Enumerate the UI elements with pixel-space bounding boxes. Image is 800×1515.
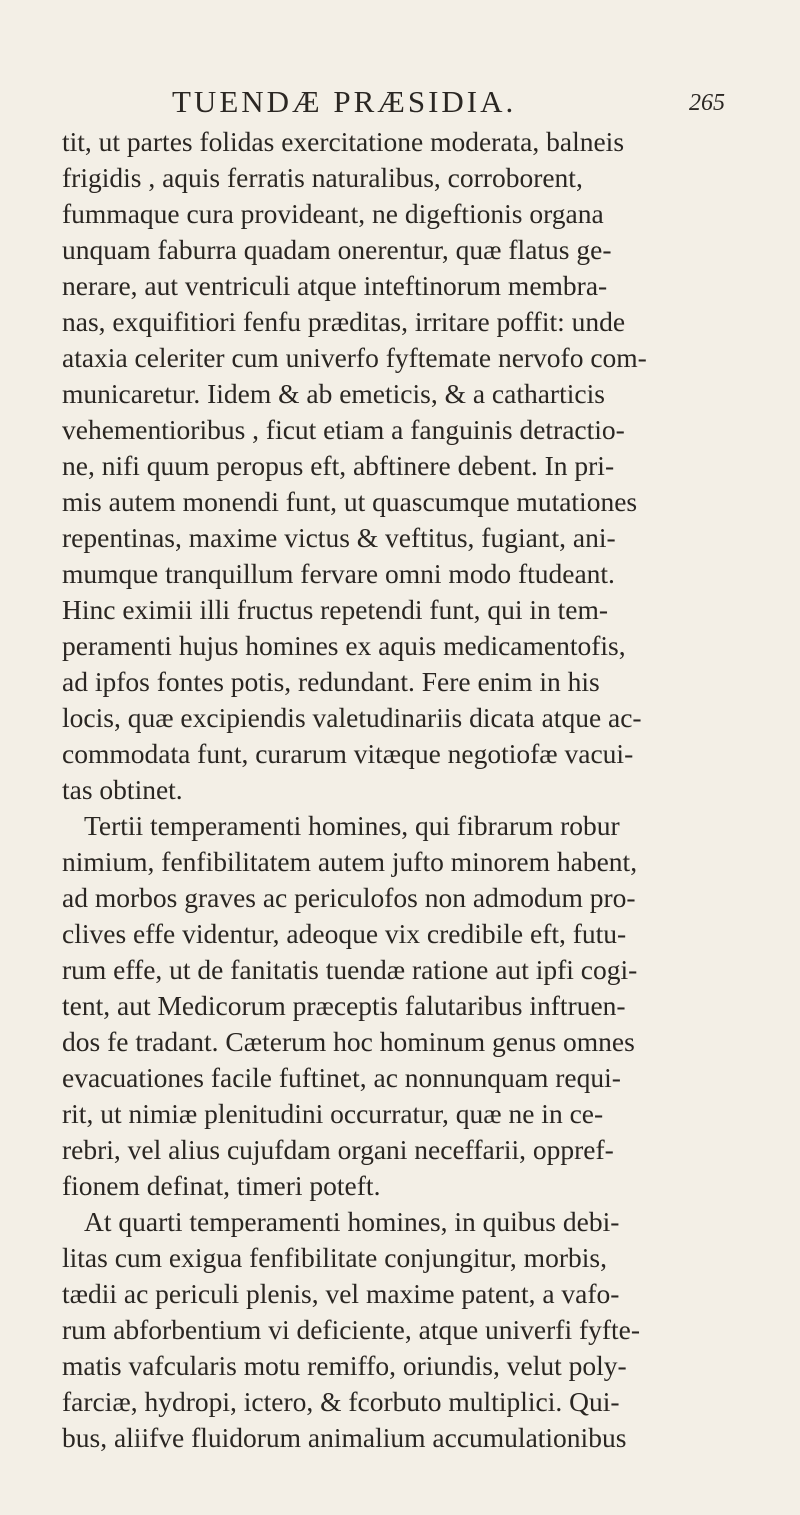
text-line: fummaque cura provideant, ne digeftionis organa xyxy=(62,198,604,229)
text-line: frigidis , aquis ferratis naturalibus, corroborent, xyxy=(62,162,583,193)
text-line: tit, ut partes folidas exercitatione moderata, balneis xyxy=(62,126,625,157)
text-line: dos fe tradant. Cæterum hoc hominum genus omnes xyxy=(62,1026,635,1057)
text-line: commodata funt, curarum vitæque negotiofæ vacui- xyxy=(62,738,634,769)
running-title: TUENDÆ PRÆSIDIA. xyxy=(172,84,517,119)
text-line: nimium, fenfibilitatem autem jufto minorem habent, xyxy=(62,846,638,877)
text-line: rum abforbentium vi deficiente, atque univerfi fyfte- xyxy=(62,1314,641,1345)
text-line: Hinc eximii illi fructus repetendi funt, qui in tem- xyxy=(62,594,609,625)
text-line: ataxia celeriter cum univerfo fyftemate nervofo com- xyxy=(62,342,647,373)
text-line: evacuationes facile fuftinet, ac nonnunquam requi- xyxy=(62,1062,621,1093)
text-line: rum effe, ut de fanitatis tuendæ ratione aut ipfi cogi- xyxy=(62,954,638,985)
text-line: rit, ut nimiæ plenitudini occurratur, quæ ne in ce- xyxy=(62,1098,604,1129)
text-line: rebri, vel alius cujufdam organi neceffarii, oppref- xyxy=(62,1134,614,1165)
text-line: bus, aliifve fluidorum animalium accumulationibus xyxy=(62,1422,627,1453)
text-line: matis vafcularis motu remiffo, oriundis, velut poly- xyxy=(62,1350,627,1381)
text-line: peramenti hujus homines ex aquis medicamentofis, xyxy=(62,630,626,661)
text-line: municaretur. Iidem & ab emeticis, & a catharticis xyxy=(62,378,605,409)
text-line: unquam faburra quadam onerentur, quæ flatus ge- xyxy=(62,234,612,265)
text-line: mis autem monendi funt, ut quascumque mutationes xyxy=(62,486,638,517)
text-line: tas obtinet. xyxy=(62,774,183,805)
text-line: nas, exquifitiori fenfu præditas, irritare poffit: unde xyxy=(62,306,626,337)
text-line: Tertii temperamenti homines, qui fibrarum robur xyxy=(84,810,620,841)
text-line: vehementioribus , ficut etiam a fanguinis detractio- xyxy=(62,414,625,445)
text-line: clives effe videntur, adeoque vix credibile eft, futu- xyxy=(62,918,627,949)
page-number: 265 xyxy=(689,90,725,116)
text-line: ne, nifi quum peropus eft, abftinere debent. In pri- xyxy=(62,450,615,481)
text-line: nerare, aut ventriculi atque inteftinorum membra- xyxy=(62,270,608,301)
text-line: ad morbos graves ac periculofos non admodum pro- xyxy=(62,882,636,913)
text-line: tent, aut Medicorum præceptis falutaribus inftruen- xyxy=(62,990,626,1021)
page-header xyxy=(0,84,800,124)
text-line: mumque tranquillum fervare omni modo ftudeant. xyxy=(62,558,615,589)
text-line: locis, quæ excipiendis valetudinariis dicata atque ac- xyxy=(62,702,642,733)
text-line: At quarti temperamenti homines, in quibus debi- xyxy=(84,1206,620,1237)
text-line: ad ipfos fontes potis, redundant. Fere enim in his xyxy=(62,666,600,697)
text-line: farciæ, hydropi, ictero, & fcorbuto multiplici. Qui- xyxy=(62,1386,620,1417)
text-line: tædii ac periculi plenis, vel maxime patent, a vafo- xyxy=(62,1278,620,1309)
text-line: fionem definat, timeri poteft. xyxy=(62,1170,381,1201)
text-line: litas cum exigua fenfibilitate conjungitur, morbis, xyxy=(62,1242,607,1273)
text-line: repentinas, maxime victus & veftitus, fugiant, ani- xyxy=(62,522,616,553)
